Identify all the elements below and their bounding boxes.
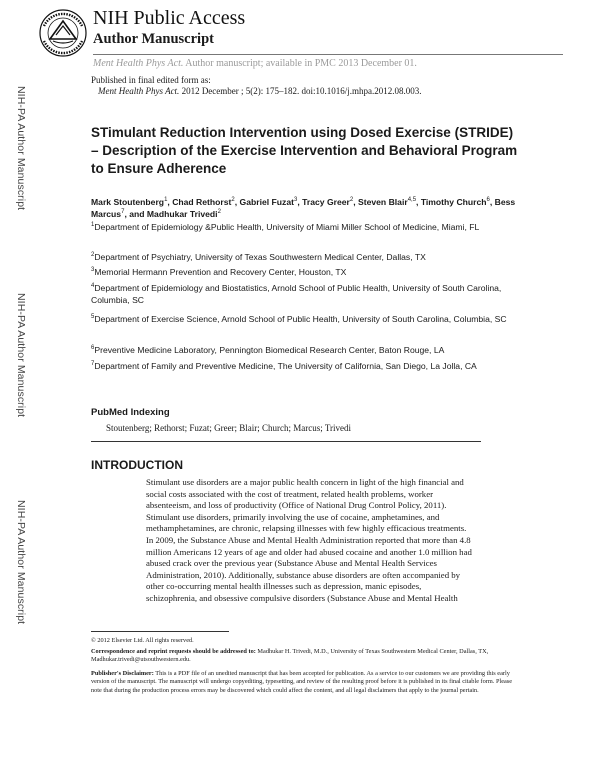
introduction-line: Stimulant use disorders, primarily involving the use of cocaine, amphetamines, and [146,511,440,522]
nih-seal-logo [38,8,88,58]
affiliation-marker: 5 [91,314,95,321]
pubmed-divider [91,441,481,442]
side-watermark-middle: NIH-PA Author Manuscript [15,293,27,418]
author-name: Bess Marcus [91,197,516,219]
affiliation-item [91,360,511,372]
affiliation-text: Department of Exercise Science, Arnold School of Public Health, University of South Carolina, Columbia, SC [94,314,507,324]
author-name: Timothy Church [420,197,487,207]
side-watermark-top: NIH-PA Author Manuscript [15,86,27,211]
author-affiliation-marker: 1 [164,197,168,204]
introduction-line: In 2009, the Substance Abuse and Mental Health Administration reported that more than 4.8 [146,534,471,545]
author-separator: , [353,197,358,207]
author-name: Chad Rethorst [172,197,232,207]
author-affiliation-marker: 2 [217,209,221,216]
author-separator: , [489,197,495,207]
introduction-line: million Americans 12 years of age and older had abused cocaine and another 1.0 million had [146,546,472,557]
affiliation-text: Preventive Medicine Laboratory, Pennington Biomedical Research Center, Baton Rouge, LA [94,345,445,355]
author-affiliation-marker: 3 [293,197,298,204]
author-manuscript-label: Author Manuscript [93,31,214,47]
author-name: Steven Blair [358,197,408,207]
footnote-divider [91,631,229,632]
author-affiliation-marker: 7 [121,209,125,216]
author-separator: , and [124,209,147,219]
introduction-line: Administration, 2010). Additionally, substance abuse disorders are often accompanied by [146,569,461,580]
author-list [91,196,521,220]
introduction-line: other co-occurring mental health illnesses such as depression, manic episodes, [146,581,422,592]
affiliation-marker: 4 [91,283,95,290]
copyright-note: © 2012 Elsevier Ltd. All rights reserved. [91,637,194,644]
introduction-line: abused crack over the previous year (Substance Abuse and Mental Health Services [146,558,437,569]
affiliation-marker: 7 [91,361,95,368]
author-separator: , [297,197,303,207]
affiliation-text: Department of Epidemiology and Biostatistics, Arnold School of Public Health, University of South Carolina, Columbia, SC [91,283,502,305]
introduction-line: absenteeism, and loss of productivity (Office of National Drug Control Policy, 2011). [146,500,447,511]
author-name: Tracy Greer [302,197,350,207]
side-watermark-bottom: NIH-PA Author Manuscript [15,500,27,625]
availability-line: Ment Health Phys Act. Author manuscript; available in PMC 2013 December 01. [93,58,417,69]
author-separator: , [416,197,421,207]
introduction-body [146,477,523,605]
publisher-disclaimer: Publisher's Disclaimer: This is a PDF file of an unedited manuscript that has been accepted for publication. As a service to our customers we are providing this early version of the manuscript. The manuscript will undergo copyediting, typesetting, and review of the resulting proof before it is published in its final citable form. Please note that during the production process errors may be discovered which could affect the content, and all legal disclaimers that apply to the journal pertain. [91,670,513,694]
affiliation-item [91,282,511,306]
author-affiliation-marker: 6 [486,197,490,204]
affiliation-marker: 3 [91,267,95,274]
author-separator: , [167,197,173,207]
affiliation-item [91,344,511,356]
affiliation-item [91,251,511,263]
citation-line: Ment Health Phys Act. 2012 December ; 5(2): 175–182. doi:10.1016/j.mhpa.2012.08.003. [98,86,422,96]
pubmed-indexing-heading: PubMed Indexing [91,407,170,418]
nih-public-access-title: NIH Public Access [93,7,246,29]
introduction-line: schizophrenia, and obsessive compulsive disorders (Substance Abuse and Mental Health [146,592,458,603]
affiliation-marker: 6 [91,345,95,352]
affiliation-marker: 2 [91,252,95,259]
correspondence-note: Correspondence and reprint requests should be addressed to: Madhukar H. Trivedi, M.D., University of Texas Southwestern Medical Center, Dallas, TX, Madhukar.trivedi@utsouthwestern.edu. [91,648,489,664]
header-divider [93,54,563,55]
pubmed-indexing-terms: Stoutenberg; Rethorst; Fuzat; Greer; Blair; Church; Marcus; Trivedi [106,423,352,433]
affiliation-text: Department of Family and Preventive Medicine, The University of California, San Diego, La Jolla, CA [94,361,477,371]
author-affiliation-marker: 2 [231,197,235,204]
introduction-line: social costs associated with the cost of treatment, related health problems, worker [146,488,434,499]
affiliation-text: Memorial Hermann Prevention and Recovery Center, Houston, TX [94,267,347,277]
affiliation-text: Department of Psychiatry, University of Texas Southwestern Medical Center, Dallas, TX [94,252,426,262]
affiliation-item [91,313,511,325]
author-name: Madhukar Trivedi [146,209,218,219]
affiliation-item [91,266,511,278]
affiliation-text: Department of Epidemiology &Public Health, University of Miami Miller School of Medicine, Miami, FL [94,222,480,232]
introduction-heading: INTRODUCTION [91,458,183,472]
affiliation-marker: 1 [91,222,95,229]
author-affiliation-marker: 2 [349,197,354,204]
author-affiliation-marker: 4,5 [407,197,417,204]
introduction-line: methamphetamines, are chronic, relapsing illnesses with few highly efficacious treatments. [146,523,467,534]
author-separator: , [234,197,240,207]
author-name: Mark Stoutenberg [91,197,165,207]
affiliation-item [91,221,511,233]
author-name: Gabriel Fuzat [239,197,294,207]
published-in-label: Published in final edited form as: [91,75,211,85]
introduction-line: Stimulant use disorders are a major public health concern in light of the high financial and [146,477,464,487]
article-title: STimulant Reduction Intervention using Dosed Exercise (STRIDE) – Description of the Exercise Intervention and Behavioral Program to Ensure Adherence [91,125,518,176]
